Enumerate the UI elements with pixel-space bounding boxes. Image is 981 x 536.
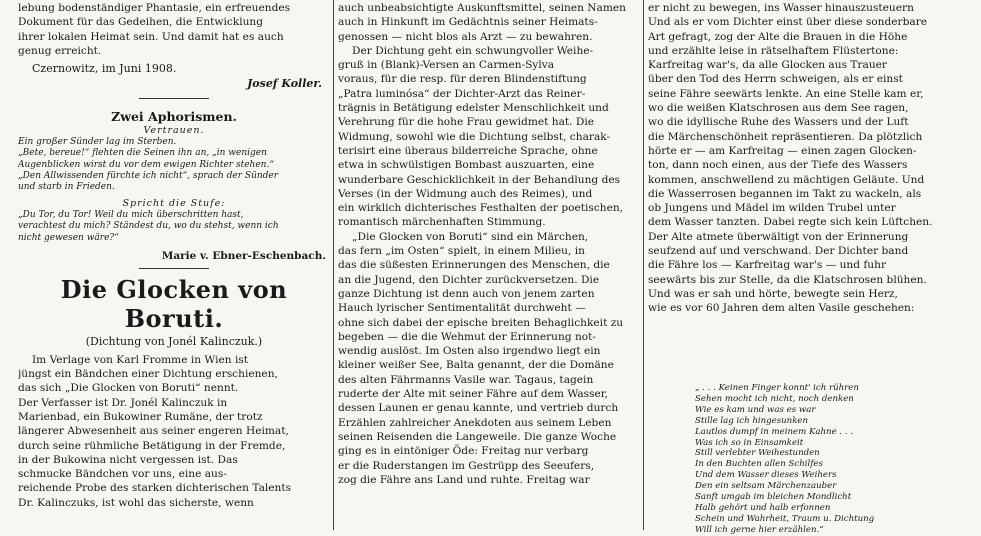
text-line: ton, dann noch einen, aus der Tiefe des Wassers [648,159,908,172]
text-line: genossen — nicht blos als Arzt — zu bewahren. [338,30,593,43]
text-line: hörte er — am Karfreitag — einen zagen Glocken- [648,144,917,157]
text-line: in der Bukowina nicht vergessen ist. Das [18,453,238,466]
poem-line: Und dem Wasser dieses Weihers [695,470,837,481]
text-line: die Wasserrosen begannen im Takt zu wackeln, als [648,187,922,200]
text-line: reichende Probe des starken dichterischen Talents [18,482,292,495]
column-divider [643,0,644,530]
aphorism-text [18,210,330,244]
dateline: Czernowitz, im Juni 1908. [32,62,177,76]
poem-line: Schein und Wahrheit, Traum u. Dichtung [695,513,875,524]
text-line: er nicht zu bewegen, ins Wasser hinauszusteuern [648,2,914,14]
text-line: Art gefragt, zog der Alte die Brauen in die Höhe [648,30,908,43]
text-line: gruß in (Blank)-Versen an Carmen-Sylva [338,59,555,72]
poem-line: Wie es kam und was es war [695,404,816,415]
text-line: romantisch märchenhaften Stimmung. [338,216,546,229]
column-divider [333,0,334,530]
text-line: dem Wasser tanzten. Dabei regte sich kein Lüftchen. [648,216,933,229]
text-line: ging es in eintöniger Öde: Freitag nur verbarg [338,445,589,458]
text-line: kleiner weißer See, Balta genannt, der die Domäne [338,359,614,372]
text-line: wo die weißen Klatschrosen aus dem See ragen, [648,102,909,115]
text-line: das sich „Die Glocken von Boruti“ nennt. [18,382,239,395]
text-line: und starb in Frieden. [18,182,115,192]
text-line: trägnis in Betätigung edelster Menschlichkeit und [338,102,609,115]
text-line: seinen Reisenden die Langeweile. Die ganze Woche [338,430,617,443]
text-line: des alten Fährmanns Vasile war. Tagaus, tagein [338,373,594,386]
text-line: jüngst ein Bändchen einer Dichtung erschienen, [18,368,278,381]
aphorism-text [18,137,330,193]
text-line: Und was er sah und hörte, bewegte sein Herz, [648,287,898,300]
text-line: das fern „im Osten“ spielt, in einem Milieu, in [338,245,585,258]
text-line: zog die Fähre ans Land und ruhte. Freitag war [338,473,590,486]
poem-excerpt [695,383,955,536]
poem-line: Halb gehört und halb erfonnen [695,502,831,513]
text-line: seewärts bis zur Stelle, da die Klatschrosen blühen. [648,273,927,286]
article-subtitle: (Dichtung von Jonél Kalinczuk.) [85,334,263,348]
text-line: etwa in schwülstigen Bombast auszuarten, eine [338,159,595,172]
text-line: seufzend auf und verschwand. Der Dichter band [648,245,909,258]
text-line: wendig auslöst. Im Osten also irgendwo liegt ein [338,345,601,358]
text-line: wo die idyllische Ruhe des Wassers und der Luft [648,116,909,129]
column-middle [338,0,640,530]
article-continuation [648,1,966,316]
article-title: Die Glocken von Boruti. [60,274,288,333]
text-line: „Den Allwissenden fürchte ich nicht“, sprach der Sünder [18,170,279,181]
text-line: ruderte der Alte mit seiner Fähre auf dem Wasser, [338,388,609,401]
separator-rule [139,98,209,99]
column-left [18,0,330,530]
text-line: lebung bodenständiger Phantasie, ein erfreuendes [18,2,291,14]
aphorisms-author: Marie v. Ebner-Eschenbach. [161,249,326,262]
text-line: Ein großer Sünder lag im Sterben. [18,137,177,148]
text-line: „Du Tor, du Tor! Weil du mich überschritten hast, [18,210,244,221]
text-line: seine Fähre seewärts lenkte. An eine Stelle kam er, [648,87,924,100]
text-line: er die Ruderstangen im Gestrüpp des Seeufers, [338,459,595,472]
poem-line: „ . . . Keinen Finger konnt' ich rühren [695,383,859,393]
separator-rule [139,268,209,269]
text-line: ohne sich dabei der epische breiten Behaglichkeit zu [338,316,624,329]
text-line: durch seine rühmliche Betätigung in der Fremde, [18,439,286,452]
poem-line: Sehen mocht ich nicht, noch denken [695,393,854,404]
text-line: kommen, anschwellend zu mächtigen Geläute. Und [648,173,925,186]
aphorism-heading: Vertrauen. [143,125,205,137]
poem-line: Sanft umgab im bleichen Mondlicht [695,492,852,503]
text-line: genug erreicht. [18,44,102,57]
text-line: Hauch lyrischer Sentimentalität durchweht — [338,302,586,315]
text-line: ob Jungens und Mädel im wilden Trubel unter [648,202,896,215]
text-line: verachtest du mich? Ständest du, wo du stehst, wenn ich [18,221,279,232]
text-line: voraus, für die resp. für deren Blindenstiftung [338,73,587,86]
text-line: terisirt eine überaus bilderreiche Sprache, ohne [338,144,598,157]
poem-line: Will ich gerne hier erzählen.“ [695,524,824,535]
text-line: Dr. Kalinczuks, ist wohl das sicherste, wenn [18,496,254,509]
text-line: Erzählen zahlreicher Anekdoten aus seinem Leben [338,416,612,429]
text-line: begeben — die die Wehmut der Erinnerung not- [338,330,597,343]
text-line: längerer Abwesenheit aus seiner engeren Heimat, [18,425,289,438]
text-line: ihrer lokalen Heimat sein. Und damit hat es auch [18,30,284,43]
poem-line: Lautlos dumpf in meinem Kahne . . . [695,426,854,437]
text-line: „Bete, bereue!“ flehten die Seinen ihn an, „in wenigen [18,148,267,159]
text-line: schmucke Bändchen vor uns, eine aus- [18,468,227,481]
poem-line: Stille lag ich hingesunken [695,415,809,426]
text-line: Der Alte atmete überwältigt von der Erinnerung [648,230,909,243]
text-line: die Fähre los — Karfreitag war's — und fuhr [648,259,887,272]
text-line: dessen Launen er genau kannte, und vertrieb durch [338,402,619,415]
text-line: Der Verfasser ist Dr. Jonél Kalinczuk in [18,396,228,409]
text-line: Dokument für das Gedeihen, die Entwicklung [18,16,264,29]
text-line: über den Tod des Herrn schweigen, als er einst [648,73,903,86]
aphorisms-title: Zwei Aphorismen. [111,109,237,125]
article-paragraph [18,353,330,510]
text-line: auch unbeabsichtigte Auskunftsmittel, seinen Namen [338,2,626,14]
text-line: „Patra luminósa“ der Dichter-Arzt das Reiner- [338,87,586,100]
text-line: nicht gewesen wäre?“ [18,232,119,243]
text-line: Im Verlage von Karl Fromme in Wien ist [32,353,249,366]
poem-line: In den Buchten allen Schilfes [695,459,823,470]
text-line: Marienbad, ein Bukowiner Rumäne, der trotz [18,411,263,423]
text-line: „Die Glocken von Boruti“ sind ein Märchen, [352,230,589,243]
text-line: Verehrung für die hohe Frau gewidmet hat. Die [338,116,595,129]
text-line: Karfreitag war's, da alle Glocken aus Trauer [648,59,887,72]
signature: Josef Koller. [247,77,322,91]
text-line: wie es vor 60 Jahren dem alten Vasile geschehen: [648,302,915,315]
text-line: Verses (in der Widmung auch des Reimes), und [338,187,593,200]
text-line: ein wirklich dichterisches Festhalten der poetischen, [338,202,624,215]
article-continuation [338,1,640,487]
text-line: Der Dichtung geht ein schwungvoller Weihe- [352,44,594,57]
text-line: und erzählte leise in rätselhaftem Flüstertone: [648,44,899,57]
intro-paragraph [18,1,330,58]
text-line: Widmung, sowohl wie die Dichtung selbst, charak- [338,130,611,143]
poem-line: Was ich so in Einsamkeit [695,437,804,448]
text-line: Augenblicken wirst du vor dem ewigen Richter stehen.“ [18,159,274,170]
text-line: an die Jugend, den Dichter zurückversetzen. Die [338,273,600,286]
aphorism-heading: Spricht die Stufe: [122,198,226,210]
poem-line: Still verlebter Weihestunden [695,448,820,459]
text-line: das die süßesten Erinnerungen des Menschen, die [338,259,610,272]
text-line: ganze Dichtung ist denn auch von jenem zarten [338,287,595,300]
text-line: die Märchenschönheit repräsentieren. Da plötzlich [648,130,923,143]
poem-line: Den ein seltsam Märchenzauber [695,481,837,492]
text-line: auch in Hinkunft im Gedächtnis seiner Heimats- [338,16,598,29]
text-line: Und als er vom Dichter einst über diese sonderbare [648,16,928,29]
text-line: wunderbare Geschicklichkeit in der Behandlung des [338,173,621,186]
